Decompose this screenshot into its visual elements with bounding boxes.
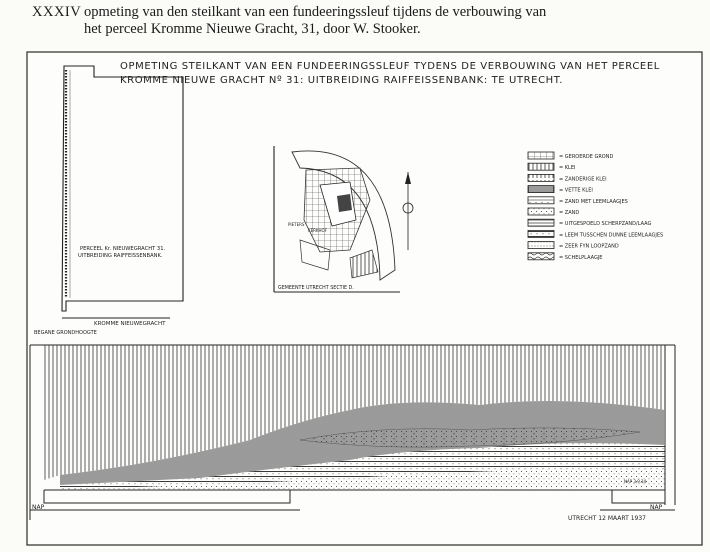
legend-swatch — [528, 152, 554, 159]
map-label-2: KERKHOF — [308, 228, 328, 233]
section-top-label: BEGANE GRONDHOOGTE — [34, 330, 97, 336]
map-caption: GEMEENTE UTRECHT SECTIE D. — [278, 286, 354, 291]
nap-left: NAP — [32, 504, 45, 511]
map-label-1: PIETERS — [288, 222, 305, 227]
nap-right: NAP — [650, 504, 663, 511]
parcel-label-2: UITBREIDING RAIFFEISSENBANK. — [78, 253, 163, 259]
legend-swatch — [528, 253, 554, 260]
legend-label: = GEROERDE GROND — [559, 154, 614, 160]
plate-title-line-2: KROMME NIEUWE GRACHT Nº 31: UITBREIDING RAIFFEISSENBANK: TE UTRECHT. — [120, 75, 564, 86]
legend-swatch — [528, 230, 554, 237]
street-label: KROMME NIEUWEGRACHT — [94, 321, 166, 327]
caption-line-2: het perceel Kromme Nieuwe Gracht, 31, door W. Stooker. — [84, 21, 421, 37]
drawing-date: UTRECHT 12 MAART 1937 — [568, 515, 646, 522]
legend-label: = VETTE KLEI — [559, 187, 593, 194]
plate-title-line-1: OPMETING STEILKANT VAN EEN FUNDEERINGSSLEUF TYDENS DE VERBOUWING VAN HET PERCEEL — [120, 61, 660, 72]
caption-line-1: opmeting van den steilkant van een fundeeringssleuf tijdens de verbouwing van — [84, 4, 547, 20]
legend-label: = KLEI — [559, 165, 576, 172]
legend-swatch — [528, 186, 554, 193]
legend-label: = ZAND — [559, 210, 580, 216]
legend-label: = ZEER FYN LOOPZAND — [559, 243, 619, 250]
legend-swatch — [528, 208, 554, 215]
legend-swatch — [528, 219, 554, 226]
legend-swatch — [528, 197, 554, 204]
plate-number: XXXIV — [32, 4, 82, 20]
legend-swatch — [528, 174, 554, 181]
parcel-label-1: PERCEEL Kr. NIEUWEGRACHT 31. — [80, 246, 166, 252]
nap-mark: NAP 3,9.34 — [624, 479, 647, 484]
legend-label: = UITGESPOELD SCHERPZAND/LAAG — [559, 221, 652, 228]
legend-swatch — [528, 242, 554, 249]
legend-label: = ZANDERIGE KLEI — [559, 176, 607, 183]
legend-label: = SCHELPLAAGJE — [559, 254, 603, 261]
legend-label: = ZAND MET LEEMLAAGJES — [559, 198, 628, 205]
legend-label: = LEEM TUSSCHEN DUNNE LEEMLAAGJES — [559, 232, 664, 239]
legend-swatch — [528, 163, 554, 170]
